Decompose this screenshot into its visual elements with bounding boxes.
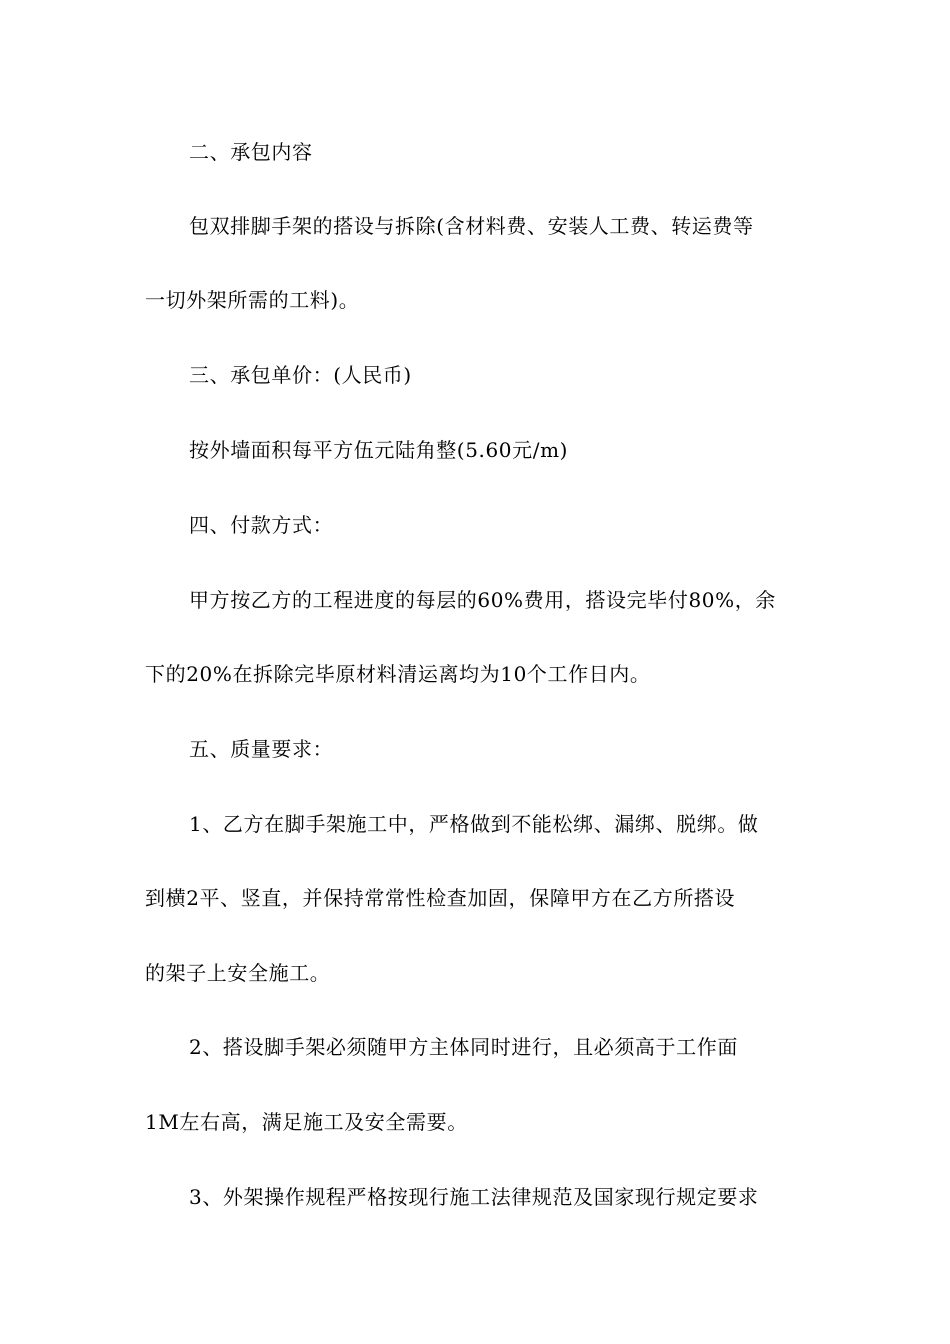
paragraph-line: 包双排脚手架的搭设与拆除(含材料费、安装人工费、转运费等 [189, 214, 754, 238]
paragraph-line: 1、乙方在脚手架施工中，严格做到不能松绑、漏绑、脱绑。做 [189, 812, 759, 836]
paragraph-line: 一切外架所需的工料)。 [145, 288, 360, 312]
paragraph-line: 到横2平、竖直，并保持常常性检查加固，保障甲方在乙方所搭设 [145, 886, 736, 910]
section-heading-unit-price: 三、承包单价：(人民币) [189, 363, 412, 387]
section-heading-payment-method: 四、付款方式： [189, 513, 334, 537]
section-heading-contract-content: 二、承包内容 [189, 140, 313, 164]
paragraph-line: 1M左右高，满足施工及安全需要。 [145, 1110, 468, 1134]
paragraph-line: 按外墙面积每平方伍元陆角整(5.60元/m) [189, 438, 569, 462]
paragraph-line: 下的20%在拆除完毕原材料清运离均为10个工作日内。 [145, 662, 651, 686]
section-heading-quality-requirements: 五、质量要求： [189, 737, 334, 761]
paragraph-line: 2、搭设脚手架必须随甲方主体同时进行，且必须高于工作面 [189, 1035, 738, 1059]
paragraph-line: 3、外架操作规程严格按现行施工法律规范及国家现行规定要求 [189, 1185, 759, 1209]
paragraph-line: 甲方按乙方的工程进度的每层的60%费用，搭设完毕付80%，余 [189, 588, 776, 612]
paragraph-line: 的架子上安全施工。 [145, 961, 331, 985]
